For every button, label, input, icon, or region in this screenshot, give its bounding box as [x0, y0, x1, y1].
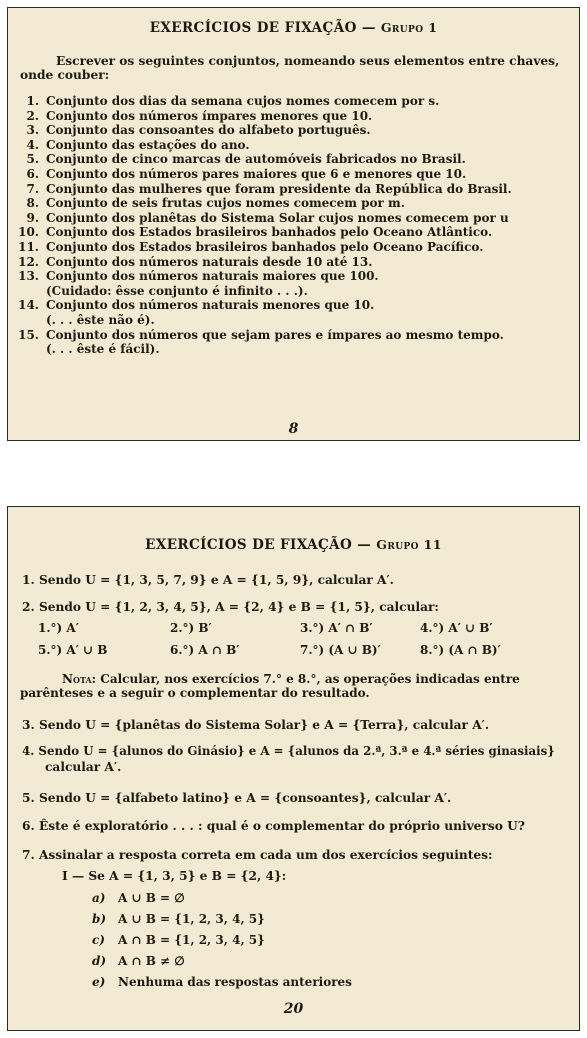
exercise-item: [17, 328, 573, 343]
exercise-item: [17, 240, 573, 255]
item-note: (. . . êste é fácil).: [46, 342, 160, 357]
page-8: [7, 7, 580, 441]
option-text: A ∪ B = {1, 2, 3, 4, 5}: [118, 912, 265, 926]
operation-item: 6.°) A ∩ B′: [170, 643, 240, 657]
answer-option: [92, 975, 352, 996]
operation-item: 3.°) A′ ∩ B′: [300, 621, 373, 635]
item-number: 14.: [18, 298, 39, 313]
exercise-2: 2. Sendo U = {1, 2, 3, 4, 5}, A = {2, 4} e B = {1, 5}, calcular:: [22, 600, 439, 614]
item-number: 4.: [26, 137, 39, 152]
item-text: Conjunto dos números naturais menores que 10.: [46, 298, 375, 313]
item-number: 3.: [26, 123, 39, 138]
item-number: 15.: [18, 327, 39, 342]
operations-grid: [38, 621, 558, 661]
item-note: (Cuidado: êsse conjunto é infinito . . .).: [46, 283, 308, 298]
exercise-4-line1: 4. Sendo U = {alunos do Ginásio} e A = {alunos da 2.ª, 3.ª e 4.ª séries ginasiais}: [22, 744, 555, 758]
exercise-6: 6. Êste é exploratório . . . : qual é o complementar do próprio universo U?: [22, 819, 525, 833]
exercise-7-part-I: I — Se A = {1, 3, 5} e B = {2, 4}:: [62, 869, 287, 883]
item-text: Conjunto dos números que sejam pares e ímpares ao mesmo tempo.: [46, 327, 504, 342]
item-text: Conjunto dos planêtas do Sistema Solar cujos nomes comecem por u: [46, 210, 509, 225]
item-number: 7.: [26, 181, 39, 196]
item-text: Conjunto dos números ímpares menores que 10.: [46, 108, 373, 123]
item-text: Conjunto das consoantes do alfabeto português.: [46, 123, 371, 138]
item-number: 8.: [26, 196, 39, 211]
exercise-item: [17, 298, 573, 313]
operation-item: 7.°) (A ∪ B)′: [300, 643, 381, 657]
item-number: 5.: [26, 152, 39, 167]
option-text: Nenhuma das respostas anteriores: [118, 975, 352, 989]
exercise-item: [17, 211, 573, 226]
exercise-item: [17, 196, 573, 211]
item-number: 10.: [18, 225, 39, 240]
item-number: 1.: [26, 94, 39, 108]
exercise-1: 1. Sendo U = {1, 3, 5, 7, 9} e A = {1, 5, 9}, calcular A′.: [22, 573, 394, 587]
exercise-item: [17, 167, 573, 182]
option-text: A ∩ B ≠ ∅: [118, 954, 185, 968]
option-letter: e): [92, 975, 106, 989]
item-number: 11.: [18, 239, 39, 254]
item-number: 9.: [26, 210, 39, 225]
item-text: Conjunto dos dias da semana cujos nomes comecem por s.: [46, 94, 440, 108]
intro-paragraph: Escrever os seguintes conjuntos, nomeando seus elementos entre chaves, onde couber:: [20, 54, 560, 82]
page-number: 8: [288, 421, 299, 437]
item-text: Conjunto dos Estados brasileiros banhados pelo Oceano Pacífico.: [46, 239, 484, 254]
operation-item: 4.°) A′ ∪ B′: [420, 621, 493, 635]
nota-label: Nota:: [62, 672, 97, 686]
item-number: 13.: [18, 269, 39, 284]
page-title: [8, 20, 579, 36]
option-text: A ∩ B = {1, 2, 3, 4, 5}: [118, 933, 265, 947]
exercise-item: [17, 94, 573, 109]
operation-item: 8.°) (A ∩ B)′: [420, 643, 501, 657]
option-letter: c): [92, 933, 105, 947]
item-number: 2.: [26, 108, 39, 123]
page-title: [8, 537, 579, 553]
title-main: EXERCÍCIOS DE FIXAÇÃO —: [145, 537, 372, 553]
exercise-item: [17, 269, 573, 284]
item-text: Conjunto dos números pares maiores que 6 e menores que 10.: [46, 166, 467, 181]
exercise-item: [17, 152, 573, 167]
exercise-item: [17, 225, 573, 240]
exercise-5: 5. Sendo U = {alfabeto latino} e A = {consoantes}, calcular A′.: [22, 791, 452, 805]
item-text: Conjunto dos números naturais desde 10 até 13.: [46, 254, 373, 269]
item-text: Conjunto de seis frutas cujos nomes comecem por m.: [46, 196, 405, 211]
answer-option: [92, 912, 352, 933]
operation-item: 1.°) A′: [38, 621, 79, 635]
item-text: Conjunto das estações do ano.: [46, 137, 250, 152]
exercise-7: 7. Assinalar a resposta correta em cada um dos exercícios seguintes:: [22, 848, 493, 862]
item-text: Conjunto dos Estados brasileiros banhados pelo Oceano Atlântico.: [46, 225, 493, 240]
exercise-4-line2: calcular A′.: [45, 760, 122, 774]
exercise-item: [17, 123, 573, 138]
item-text: Conjunto dos números naturais maiores que 100.: [46, 269, 379, 284]
nota-text: Calcular, nos exercícios 7.° e 8.°, as operações indicadas entre parênteses e a seguir o complementar do resultado.: [20, 672, 520, 700]
page-number: 20: [283, 1001, 304, 1017]
operation-item: 5.°) A′ ∪ B: [38, 643, 108, 657]
answer-option: [92, 954, 352, 975]
answer-options: [92, 891, 352, 996]
operation-item: 2.°) B′: [170, 621, 212, 635]
option-letter: a): [92, 891, 106, 905]
item-note: (. . . êste não é).: [46, 312, 155, 327]
exercise-list: [17, 94, 573, 357]
option-letter: d): [92, 954, 107, 968]
exercise-item: [17, 255, 573, 270]
nota: [20, 672, 573, 700]
exercise-item: [17, 109, 573, 124]
title-main: EXERCÍCIOS DE FIXAÇÃO —: [149, 20, 376, 36]
page-20: [7, 506, 580, 1031]
option-text: A ∪ B = ∅: [118, 891, 185, 905]
answer-option: [92, 933, 352, 954]
item-number: 6.: [26, 166, 39, 181]
exercise-3: 3. Sendo U = {planêtas do Sistema Solar} e A = {Terra}, calcular A′.: [22, 718, 490, 732]
exercise-item: [17, 182, 573, 197]
exercise-item: [17, 138, 573, 153]
item-text: Conjunto das mulheres que foram presidente da República do Brasil.: [46, 181, 512, 196]
option-letter: b): [92, 912, 107, 926]
title-group: Grupo 11: [376, 537, 442, 552]
title-group: Grupo 1: [380, 20, 438, 35]
item-text: Conjunto de cinco marcas de automóveis fabricados no Brasil.: [46, 152, 466, 167]
answer-option: [92, 891, 352, 912]
item-number: 12.: [18, 254, 39, 269]
